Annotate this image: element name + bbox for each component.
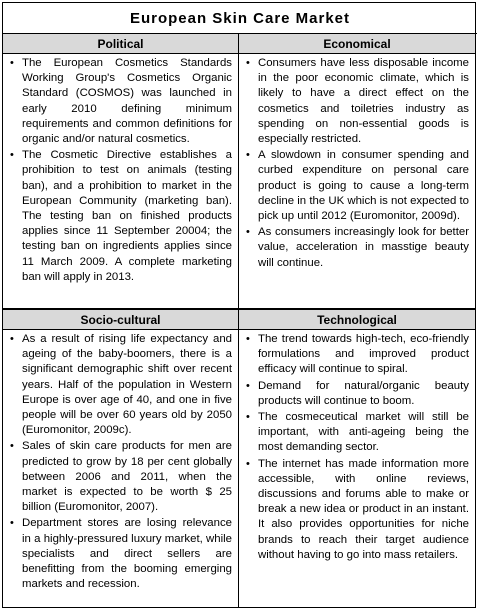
list-item: • The trend towards high-tech, eco-friendly formulations and improved product efficacy will continue to spiral.	[258, 332, 469, 378]
economical-list	[239, 54, 475, 271]
list-item: • The internet has made information more accessible, with online reviews, discussions and forums able to make or break a new idea or product in an instant. It also provides opportunities for niche brands to reach their target audience without having to go into mass retailers.	[258, 457, 469, 563]
sociocultural-heading: Socio-cultural	[3, 310, 238, 330]
political-list	[3, 54, 238, 285]
economical-heading: Economical	[239, 34, 475, 54]
political-heading: Political	[3, 34, 238, 54]
bottom-row	[3, 308, 475, 607]
pest-table	[2, 2, 476, 608]
list-item: • As a result of rising life expectancy and ageing of the baby-boomers, there is a significant demographic shift over recent years. Half of the population in Western Europe is over age of 40, and one in five people will be over 60 years old by 2050 (Euromonitor, 2009c).	[22, 332, 232, 438]
pest-grid	[3, 34, 475, 607]
technological-list	[239, 330, 475, 563]
list-item: • Consumers have less disposable income in the poor economic climate, which is likely to have a direct effect on the cosmetics and toiletries industry as spending on non-essential goods is especially restricted.	[258, 56, 469, 147]
list-item: • As consumers increasingly look for better value, acceleration in masstige beauty will continue.	[258, 225, 469, 271]
economical-cell	[239, 34, 475, 308]
technological-cell	[239, 310, 475, 607]
political-cell	[3, 34, 239, 308]
list-item: • Sales of skin care products for men are predicted to grow by 18 per cent globally between 2006 and 2011, when the market is expected to be worth $ 25 billion (Euromonitor, 2007).	[22, 439, 232, 515]
list-item: • Department stores are losing relevance in a highly-pressured luxury market, while specialists and direct sellers are benefitting from the booming emerging markets and recession.	[22, 516, 232, 592]
list-item: • A slowdown in consumer spending and curbed expenditure on personal care product is going to cause a long-term decline in the UK which is not expected to pick up until 2012 (Euromonitor, 2009d).	[258, 148, 469, 224]
list-item: • The cosmeceutical market will still be important, with anti-ageing being the most demanding sector.	[258, 410, 469, 456]
list-item: • The Cosmetic Directive establishes a prohibition to test on animals (testing ban), and a prohibition to market in the European Community (marketing ban). The testing ban on finished products applies since 11 September 20004; the testing ban on ingredients applies since 11 March 2009. A complete marketing ban will apply in 2013.	[22, 148, 232, 285]
list-item: • Demand for natural/organic beauty products will continue to boom.	[258, 379, 469, 409]
top-row	[3, 34, 475, 308]
technological-heading: Technological	[239, 310, 475, 330]
list-item: • The European Cosmetics Standards Working Group's Cosmetics Organic Standard (COSMOS) was launched in early 2010 defining minimum requirements and common definitions for organic and/or natural cosmetics.	[22, 56, 232, 147]
sociocultural-cell	[3, 310, 239, 607]
table-title: European Skin Care Market	[3, 3, 477, 34]
sociocultural-list	[3, 330, 238, 592]
